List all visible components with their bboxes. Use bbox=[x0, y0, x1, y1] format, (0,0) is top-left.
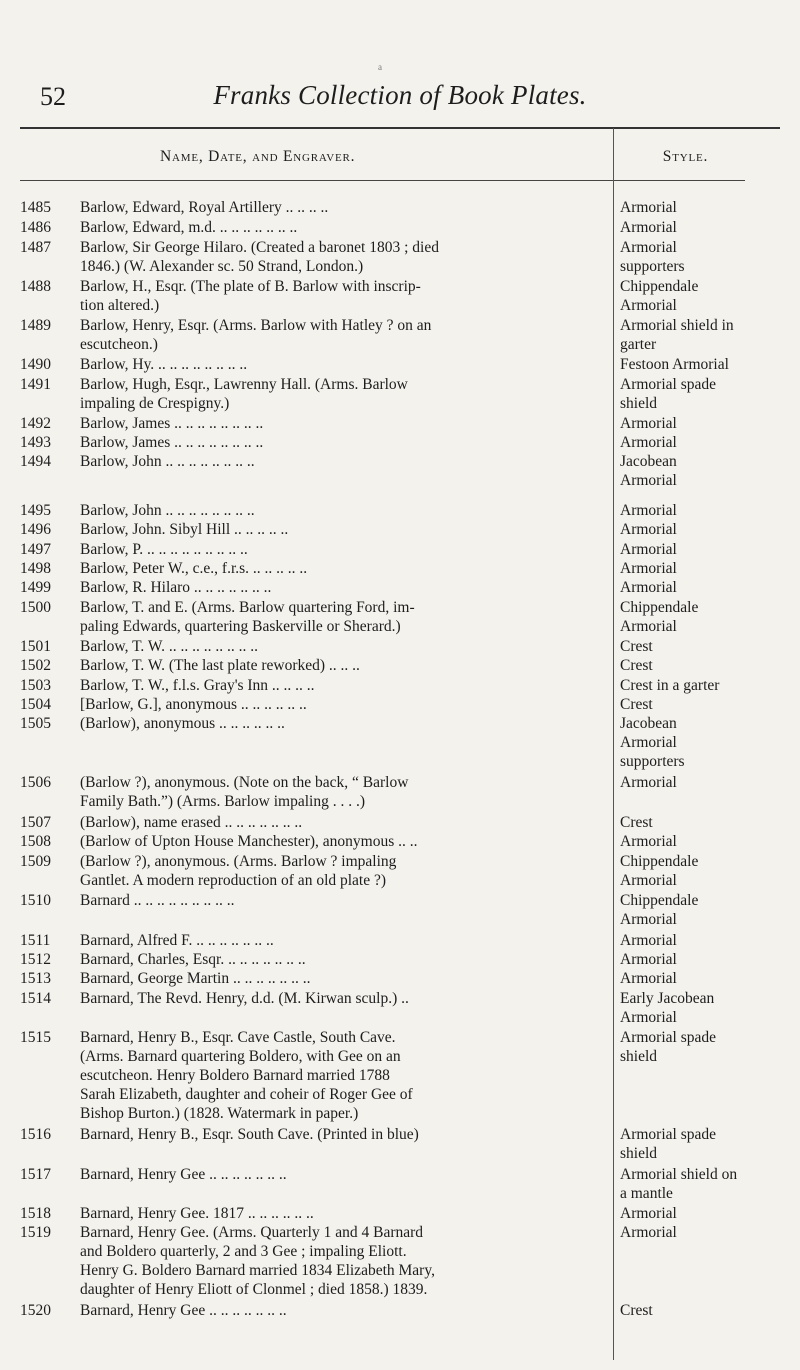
style-line: Armorial bbox=[620, 415, 677, 432]
description-line: tion altered.) bbox=[80, 297, 160, 314]
style-line: Chippendale bbox=[620, 892, 699, 909]
style-line: Armorial spade bbox=[620, 1126, 716, 1143]
style-line: Jacobean bbox=[620, 715, 677, 732]
entry-description bbox=[80, 1301, 605, 1320]
entry-description bbox=[80, 969, 605, 988]
entry-description bbox=[80, 578, 605, 597]
style-line: Armorial bbox=[620, 521, 677, 538]
entry-description bbox=[80, 414, 605, 433]
entry-style bbox=[620, 852, 795, 890]
entry-style bbox=[620, 813, 795, 832]
entry-description bbox=[80, 1204, 605, 1223]
entry-number: 1502 bbox=[20, 657, 51, 674]
entry-description bbox=[80, 598, 605, 636]
entry-description bbox=[80, 813, 605, 832]
entry-number: 1499 bbox=[20, 579, 51, 596]
description-line: escutcheon.) bbox=[80, 336, 158, 353]
entry-style bbox=[620, 277, 795, 315]
entry-style bbox=[620, 238, 795, 276]
description-line: (Arms. Barnard quartering Boldero, with Gee on an bbox=[80, 1048, 401, 1065]
style-line: Armorial bbox=[620, 579, 677, 596]
header-rule bbox=[20, 180, 745, 181]
description-line: Family Bath.”) (Arms. Barlow impaling . . . .) bbox=[80, 793, 365, 810]
entry-number: 1488 bbox=[20, 278, 51, 295]
entry-number: 1516 bbox=[20, 1126, 51, 1143]
entry-number: 1500 bbox=[20, 599, 51, 616]
description-line: Barlow, Peter W., c.e., f.r.s. .. .. .. .. .. bbox=[80, 560, 308, 577]
entry-style bbox=[620, 501, 795, 520]
description-line: (Barlow ?), anonymous. (Note on the back, “ Barlow bbox=[80, 774, 409, 791]
description-line: Barnard, Henry Gee .. .. .. .. .. .. .. bbox=[80, 1166, 287, 1183]
entry-description bbox=[80, 277, 605, 315]
entry-style bbox=[620, 1301, 795, 1320]
entry-style bbox=[620, 540, 795, 559]
style-line: Armorial bbox=[620, 970, 677, 987]
entry-number: 1520 bbox=[20, 1302, 51, 1319]
style-line: Armorial bbox=[620, 872, 677, 889]
entry-style bbox=[620, 1223, 795, 1242]
entry-description bbox=[80, 238, 605, 276]
printer-mark: a bbox=[378, 62, 382, 72]
style-line: Armorial bbox=[620, 472, 677, 489]
description-line: Barlow, T. and E. (Arms. Barlow quartering Ford, im- bbox=[80, 599, 415, 616]
style-line: supporters bbox=[620, 258, 685, 275]
entry-number: 1511 bbox=[20, 932, 51, 949]
description-line: Barnard, The Revd. Henry, d.d. (M. Kirwan sculp.) .. bbox=[80, 990, 409, 1007]
style-line: Crest bbox=[620, 638, 653, 655]
description-line: Barlow, Edward, m.d. .. .. .. .. .. .. .. bbox=[80, 219, 298, 236]
style-line: Chippendale bbox=[620, 853, 699, 870]
description-line: Barlow, T. W. (The last plate reworked) .. .. .. bbox=[80, 657, 360, 674]
entry-number: 1497 bbox=[20, 541, 51, 558]
entry-style bbox=[620, 1028, 795, 1066]
entry-description bbox=[80, 1223, 605, 1299]
description-line: (Barlow), name erased .. .. .. .. .. .. .. bbox=[80, 814, 303, 831]
entry-style bbox=[620, 969, 795, 988]
page-number: 52 bbox=[40, 82, 66, 111]
entry-description bbox=[80, 676, 605, 695]
entry-style bbox=[620, 931, 795, 950]
entry-style bbox=[620, 414, 795, 433]
entry-style bbox=[620, 695, 795, 714]
style-line: Crest in a garter bbox=[620, 677, 720, 694]
top-rule bbox=[20, 127, 780, 129]
entry-number: 1519 bbox=[20, 1224, 51, 1241]
entry-number: 1498 bbox=[20, 560, 51, 577]
entry-description bbox=[80, 559, 605, 578]
entry-style bbox=[620, 578, 795, 597]
entry-description bbox=[80, 198, 605, 217]
style-line: garter bbox=[620, 336, 657, 353]
style-line: Armorial bbox=[620, 774, 677, 791]
style-line: Armorial bbox=[620, 911, 677, 928]
description-line: Barnard, Henry Gee .. .. .. .. .. .. .. bbox=[80, 1302, 287, 1319]
entry-number: 1503 bbox=[20, 677, 51, 694]
entry-style bbox=[620, 989, 795, 1027]
style-line: Jacobean bbox=[620, 453, 677, 470]
entry-description bbox=[80, 832, 605, 851]
style-line: Chippendale bbox=[620, 278, 699, 295]
style-line: Armorial bbox=[620, 502, 677, 519]
entry-description bbox=[80, 452, 605, 471]
entry-number: 1513 bbox=[20, 970, 51, 987]
entry-style bbox=[620, 1165, 795, 1203]
description-line: Barlow, Henry, Esqr. (Arms. Barlow with Hatley ? on an bbox=[80, 317, 432, 334]
entry-style bbox=[620, 891, 795, 929]
entry-style bbox=[620, 1204, 795, 1223]
entry-description bbox=[80, 1165, 605, 1184]
description-line: Barlow, H., Esqr. (The plate of B. Barlow with inscrip- bbox=[80, 278, 421, 295]
entry-number: 1486 bbox=[20, 219, 51, 236]
entry-description bbox=[80, 218, 605, 237]
entry-description bbox=[80, 375, 605, 413]
description-line: Barnard, Henry B., Esqr. Cave Castle, South Cave. bbox=[80, 1029, 396, 1046]
description-line: (Barlow), anonymous .. .. .. .. .. .. bbox=[80, 715, 285, 732]
description-line: Barnard, Charles, Esqr. .. .. .. .. .. .. .. bbox=[80, 951, 306, 968]
entry-description bbox=[80, 656, 605, 675]
entry-number: 1507 bbox=[20, 814, 51, 831]
style-line: a mantle bbox=[620, 1185, 673, 1202]
description-line: Barlow, T. W. .. .. .. .. .. .. .. .. bbox=[80, 638, 258, 655]
description-line: Barlow, Edward, Royal Artillery .. .. .. .. bbox=[80, 199, 329, 216]
style-line: Armorial bbox=[620, 239, 677, 256]
style-line: Armorial shield in bbox=[620, 317, 734, 334]
entry-number: 1514 bbox=[20, 990, 51, 1007]
entry-style bbox=[620, 714, 795, 771]
style-line: shield bbox=[620, 1145, 658, 1162]
description-line: Barlow, James .. .. .. .. .. .. .. .. bbox=[80, 434, 264, 451]
description-line: Gantlet. A modern reproduction of an old plate ?) bbox=[80, 872, 387, 889]
entry-style bbox=[620, 355, 795, 374]
entry-style bbox=[620, 316, 795, 354]
description-line: Barnard, Henry B., Esqr. South Cave. (Printed in blue) bbox=[80, 1126, 419, 1143]
description-line: Sarah Elizabeth, daughter and coheir of Roger Gee of bbox=[80, 1086, 413, 1103]
entry-description bbox=[80, 540, 605, 559]
entry-number: 1505 bbox=[20, 715, 51, 732]
entry-description bbox=[80, 520, 605, 539]
entry-number: 1494 bbox=[20, 453, 51, 470]
entry-description bbox=[80, 637, 605, 656]
description-line: Barlow, P. .. .. .. .. .. .. .. .. .. bbox=[80, 541, 248, 558]
style-line: Early Jacobean bbox=[620, 990, 715, 1007]
entry-style bbox=[620, 773, 795, 792]
column-header-name: Name, Date, and Engraver. bbox=[160, 148, 356, 165]
entry-number: 1496 bbox=[20, 521, 51, 538]
column-divider bbox=[613, 128, 614, 1360]
style-line: Crest bbox=[620, 814, 653, 831]
style-line: Armorial bbox=[620, 833, 677, 850]
description-line: Barnard, George Martin .. .. .. .. .. .. .. bbox=[80, 970, 311, 987]
style-line: Armorial bbox=[620, 951, 677, 968]
style-line: Festoon Armorial bbox=[620, 356, 729, 373]
entry-description bbox=[80, 989, 605, 1008]
entry-number: 1506 bbox=[20, 774, 51, 791]
description-line: daughter of Henry Eliott of Clonmel ; died 1858.) 1839. bbox=[80, 1281, 428, 1298]
entry-number: 1515 bbox=[20, 1029, 51, 1046]
column-header-style: Style. bbox=[662, 148, 709, 165]
description-line: Barlow, T. W., f.l.s. Gray's Inn .. .. .. .. bbox=[80, 677, 315, 694]
style-line: Armorial bbox=[620, 560, 677, 577]
entry-style bbox=[620, 559, 795, 578]
style-line: supporters bbox=[620, 753, 685, 770]
style-line: Armorial bbox=[620, 618, 677, 635]
style-line: Armorial bbox=[620, 297, 677, 314]
description-line: [Barlow, G.], anonymous .. .. .. .. .. .. bbox=[80, 696, 307, 713]
style-line: Armorial bbox=[620, 219, 677, 236]
entry-description bbox=[80, 695, 605, 714]
description-line: impaling de Crespigny.) bbox=[80, 395, 230, 412]
description-line: and Boldero quarterly, 2 and 3 Gee ; impaling Eliott. bbox=[80, 1243, 407, 1260]
entry-style bbox=[620, 637, 795, 656]
style-line: Armorial bbox=[620, 734, 677, 751]
style-line: Armorial shield on bbox=[620, 1166, 738, 1183]
entry-description bbox=[80, 852, 605, 890]
style-line: Armorial spade bbox=[620, 376, 716, 393]
style-line: shield bbox=[620, 395, 658, 412]
description-line: Barlow, Sir George Hilaro. (Created a baronet 1803 ; died bbox=[80, 239, 439, 256]
description-line: Barnard, Alfred F. .. .. .. .. .. .. .. bbox=[80, 932, 274, 949]
entry-description bbox=[80, 1028, 605, 1123]
entry-style bbox=[620, 656, 795, 675]
entry-number: 1495 bbox=[20, 502, 51, 519]
style-line: Armorial bbox=[620, 541, 677, 558]
description-line: Barnard, Henry Gee. 1817 .. .. .. .. .. .. bbox=[80, 1205, 314, 1222]
description-line: (Barlow ?), anonymous. (Arms. Barlow ? impaling bbox=[80, 853, 397, 870]
entry-number: 1491 bbox=[20, 376, 51, 393]
description-line: escutcheon. Henry Boldero Barnard married 1788 bbox=[80, 1067, 390, 1084]
entry-style bbox=[620, 375, 795, 413]
entry-style bbox=[620, 1125, 795, 1163]
entry-style bbox=[620, 520, 795, 539]
style-line: Crest bbox=[620, 696, 653, 713]
style-line: Armorial bbox=[620, 199, 677, 216]
entry-description bbox=[80, 891, 605, 910]
entry-style bbox=[620, 676, 795, 695]
entry-style bbox=[620, 198, 795, 217]
description-line: Barlow, John .. .. .. .. .. .. .. .. bbox=[80, 453, 255, 470]
description-line: Barlow, James .. .. .. .. .. .. .. .. bbox=[80, 415, 264, 432]
style-line: Armorial bbox=[620, 932, 677, 949]
entry-number: 1501 bbox=[20, 638, 51, 655]
description-line: Barlow, John. Sibyl Hill .. .. .. .. .. bbox=[80, 521, 289, 538]
entry-description bbox=[80, 931, 605, 950]
style-line: Armorial bbox=[620, 1205, 677, 1222]
entry-number: 1510 bbox=[20, 892, 51, 909]
entry-style bbox=[620, 452, 795, 490]
style-line: Crest bbox=[620, 1302, 653, 1319]
description-line: Barlow, John .. .. .. .. .. .. .. .. bbox=[80, 502, 255, 519]
style-line: Armorial bbox=[620, 1224, 677, 1241]
entry-number: 1493 bbox=[20, 434, 51, 451]
entry-number: 1485 bbox=[20, 199, 51, 216]
entry-description bbox=[80, 433, 605, 452]
style-line: Armorial bbox=[620, 1009, 677, 1026]
entry-description bbox=[80, 773, 605, 811]
entry-number: 1492 bbox=[20, 415, 51, 432]
description-line: (Barlow of Upton House Manchester), anonymous .. .. bbox=[80, 833, 418, 850]
entry-number: 1489 bbox=[20, 317, 51, 334]
description-line: Bishop Burton.) (1828. Watermark in paper.) bbox=[80, 1105, 359, 1122]
entry-style bbox=[620, 598, 795, 636]
entry-number: 1512 bbox=[20, 951, 51, 968]
style-line: shield bbox=[620, 1048, 658, 1065]
entry-number: 1517 bbox=[20, 1166, 51, 1183]
running-title: Franks Collection of Book Plates. bbox=[213, 80, 587, 110]
description-line: Henry G. Boldero Barnard married 1834 Elizabeth Mary, bbox=[80, 1262, 435, 1279]
entry-description bbox=[80, 950, 605, 969]
entry-description bbox=[80, 1125, 605, 1144]
description-line: Barnard .. .. .. .. .. .. .. .. .. bbox=[80, 892, 235, 909]
description-line: paling Edwards, quartering Baskerville or Sherard.) bbox=[80, 618, 401, 635]
entry-style bbox=[620, 832, 795, 851]
entry-description bbox=[80, 501, 605, 520]
description-line: Barlow, R. Hilaro .. .. .. .. .. .. .. bbox=[80, 579, 272, 596]
entry-description bbox=[80, 355, 605, 374]
entry-style bbox=[620, 433, 795, 452]
entry-number: 1490 bbox=[20, 356, 51, 373]
entry-style bbox=[620, 950, 795, 969]
description-line: Barnard, Henry Gee. (Arms. Quarterly 1 and 4 Barnard bbox=[80, 1224, 424, 1241]
description-line: 1846.) (W. Alexander sc. 50 Strand, London.) bbox=[80, 258, 364, 275]
entry-description bbox=[80, 714, 605, 733]
description-line: Barlow, Hugh, Esqr., Lawrenny Hall. (Arms. Barlow bbox=[80, 376, 408, 393]
entry-style bbox=[620, 218, 795, 237]
entry-number: 1487 bbox=[20, 239, 51, 256]
description-line: Barlow, Hy. .. .. .. .. .. .. .. .. bbox=[80, 356, 248, 373]
entry-number: 1518 bbox=[20, 1205, 51, 1222]
style-line: Chippendale bbox=[620, 599, 699, 616]
entry-number: 1508 bbox=[20, 833, 51, 850]
style-line: Crest bbox=[620, 657, 653, 674]
style-line: Armorial bbox=[620, 434, 677, 451]
style-line: Armorial spade bbox=[620, 1029, 716, 1046]
entry-number: 1504 bbox=[20, 696, 51, 713]
entry-number: 1509 bbox=[20, 853, 51, 870]
entry-description bbox=[80, 316, 605, 354]
